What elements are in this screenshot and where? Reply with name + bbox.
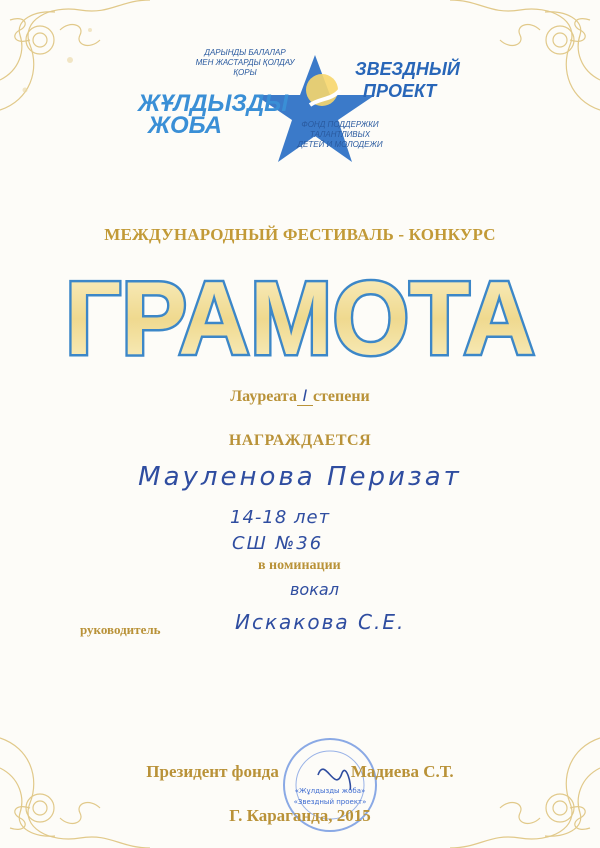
- leader-name: Искакова С.Е.: [235, 610, 406, 634]
- logo-ru-name: [355, 58, 460, 102]
- logo-kz-name-line2: ЖОБА: [148, 112, 223, 139]
- stamp-line1: «Жұлдызды жоба»: [294, 787, 366, 795]
- logo-kz-small-text: [170, 48, 320, 78]
- logo-ru-name-line1: ЗВЕЗДНЫЙ: [355, 59, 460, 79]
- nomination-label: в номинации: [258, 558, 341, 573]
- recipient-age: 14-18 лет: [230, 507, 331, 528]
- city-year: Г. Караганда, 2015: [229, 806, 371, 825]
- recipient-school: СШ №36: [232, 533, 324, 554]
- logo-kz-name: [138, 90, 289, 139]
- laureate-prefix: Лауреата: [230, 388, 297, 405]
- logo-ru-small-text: [285, 120, 395, 150]
- logo-kz-small-line2: МЕН ЖАСТАРДЫ ҚОЛДАУ: [195, 58, 295, 67]
- logo-ru-small-line1: ФОНД ПОДДЕРЖКИ: [301, 120, 379, 129]
- recipient-name: Мауленова Перизат: [138, 462, 462, 492]
- leader-label: руководитель: [80, 622, 161, 637]
- certificate-title: [60, 262, 540, 372]
- logo-ru-name-line2: ПРОЕКТ: [363, 81, 437, 101]
- foundation-logo: [100, 40, 500, 170]
- logo-ru-small-line3: ДЕТЕЙ И МОЛОДЕЖИ: [297, 140, 383, 149]
- president-line: [0, 762, 600, 782]
- logo-kz-small-line1: ДАРЫНДЫ БАЛАЛАР: [204, 48, 286, 57]
- logo-kz-name-line1: ЖҰЛДЫЗДЫ: [138, 90, 289, 117]
- president-label: Президент фонда: [146, 762, 279, 781]
- stamp-line2: «Звездный проект»: [293, 798, 367, 806]
- logo-kz-small-line3: ҚОРЫ: [233, 68, 257, 77]
- laureate-line: [0, 386, 600, 406]
- awarded-label: НАГРАЖДАЕТСЯ: [228, 432, 372, 449]
- laureate-suffix: степени: [312, 388, 370, 405]
- title-text: ГРАМОТА: [65, 262, 535, 372]
- nomination-value: вокал: [290, 580, 339, 599]
- logo-ru-small-line2: ТАЛАНТЛИВЫХ: [309, 130, 371, 139]
- festival-subtitle: МЕЖДУНАРОДНЫЙ ФЕСТИВАЛЬ - КОНКУРС: [104, 225, 496, 244]
- president-name: Мадиева С.Т.: [350, 762, 454, 781]
- laureate-degree: I: [297, 386, 313, 406]
